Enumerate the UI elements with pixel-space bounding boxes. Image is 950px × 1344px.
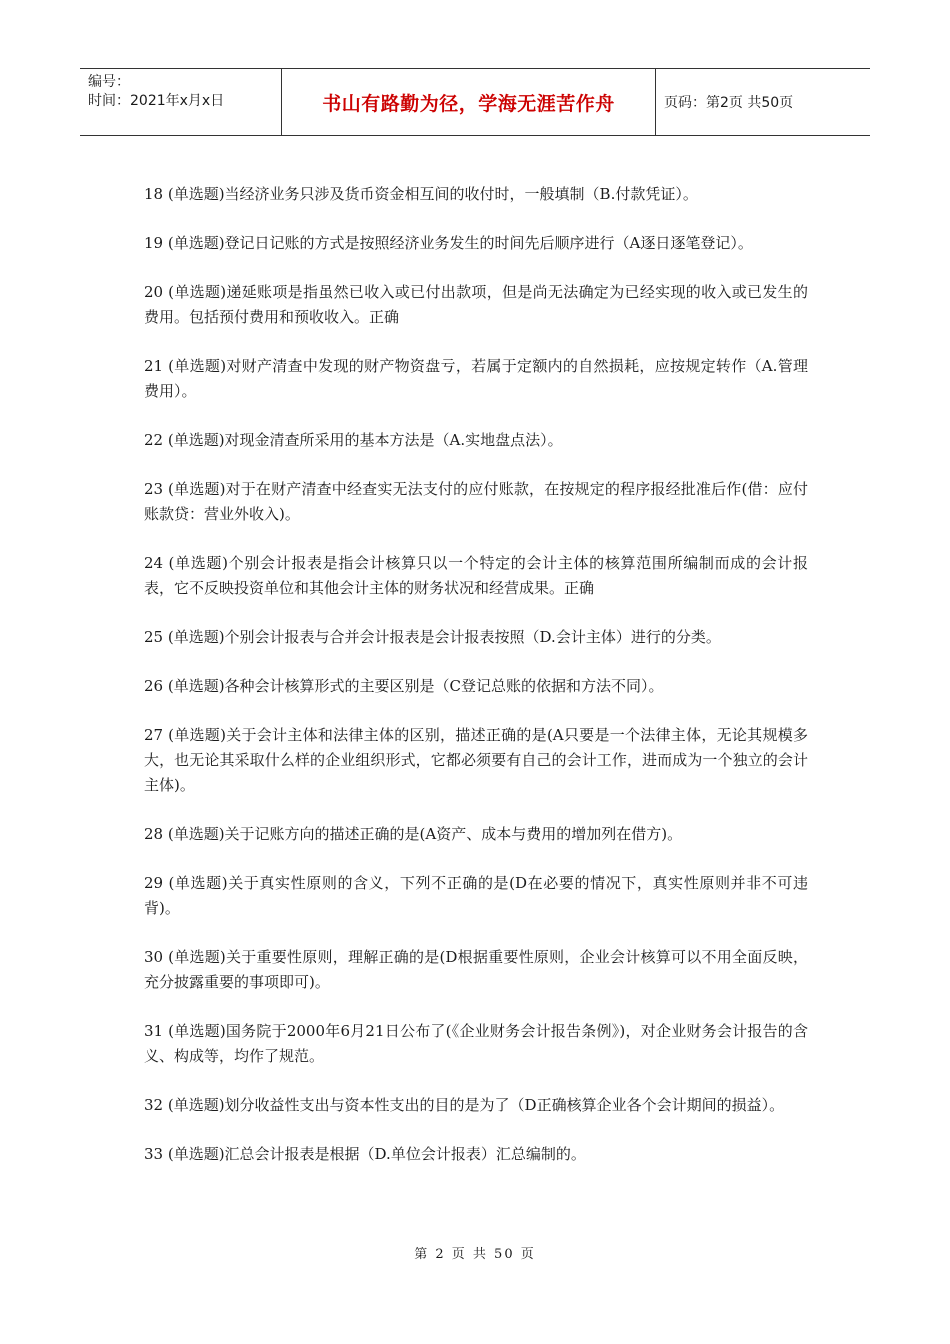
question-item: 27 (单选题)关于会计主体和法律主体的区别，描述正确的是(A只要是一个法律主体，无论其规模多大，也无论其采取什么样的企业组织形式，它都必须要有自己的会计工作，进而成为一个独立的会计主体)。 <box>144 726 808 794</box>
header-page-info <box>656 69 870 135</box>
question-item: 31 (单选题)国务院于2000年6月21日公布了(《企业财务会计报告条例》)，对企业财务会计报告的含义、构成等，均作了规范。 <box>144 1022 808 1065</box>
header-meta <box>80 69 282 135</box>
question-item: 22 (单选题)对现金清查所采用的基本方法是（A.实地盘点法）。 <box>144 431 563 449</box>
footer-page-number: 第 2 页 共 50 页 <box>414 1247 536 1262</box>
question-item: 24 (单选题)个别会计报表是指会计核算只以一个特定的会计主体的核算范围所编制而成的会计报表，它不反映投资单位和其他会计主体的财务状况和经营成果。正确 <box>144 554 808 597</box>
question-list <box>144 182 808 1191</box>
question-item: 19 (单选题)登记日记账的方式是按照经济业务发生的时间先后顺序进行（A逐日逐笔登记）。 <box>144 234 753 252</box>
question-item: 26 (单选题)各种会计核算形式的主要区别是（C登记总账的依据和方法不同）。 <box>144 677 664 695</box>
question-item: 32 (单选题)划分收益性支出与资本性支出的目的是为了（D正确核算企业各个会计期间的损益）。 <box>144 1096 785 1114</box>
page-info-text: 页码：第2页 共50页 <box>664 95 794 111</box>
question-item: 23 (单选题)对于在财产清查中经查实无法支付的应付账款，在按规定的程序报经批准后作(借：应付账款贷：营业外收入)。 <box>144 480 808 523</box>
document-number-label: 编号： <box>88 74 130 90</box>
question-item: 28 (单选题)关于记账方向的描述正确的是(A资产、成本与费用的增加列在借方)。 <box>144 825 683 843</box>
header-motto <box>282 69 656 135</box>
question-item: 30 (单选题)关于重要性原则，理解正确的是(D根据重要性原则，企业会计核算可以不用全面反映，充分披露重要的事项即可)。 <box>144 948 808 991</box>
question-item: 20 (单选题)递延账项是指虽然已收入或已付出款项，但是尚无法确定为已经实现的收入或已发生的费用。包括预付费用和预收收入。正确 <box>144 283 808 326</box>
question-item: 25 (单选题)个别会计报表与合并会计报表是会计报表按照（D.会计主体）进行的分类。 <box>144 628 721 646</box>
document-time-label: 时间：2021年x月x日 <box>88 93 225 109</box>
question-item: 18 (单选题)当经济业务只涉及货币资金相互间的收付时，一般填制（B.付款凭证）。 <box>144 185 698 203</box>
question-item: 33 (单选题)汇总会计报表是根据（D.单位会计报表）汇总编制的。 <box>144 1145 586 1163</box>
page-footer <box>0 1243 950 1262</box>
question-item: 29 (单选题)关于真实性原则的含义，下列不正确的是(D在必要的情况下，真实性原则并非不可违背)。 <box>144 874 808 917</box>
page-header <box>80 68 870 136</box>
motto-text: 书山有路勤为径，学海无涯苦作舟 <box>322 92 615 115</box>
question-item: 21 (单选题)对财产清查中发现的财产物资盘亏，若属于定额内的自然损耗，应按规定转作（A.管理费用）。 <box>144 357 808 400</box>
